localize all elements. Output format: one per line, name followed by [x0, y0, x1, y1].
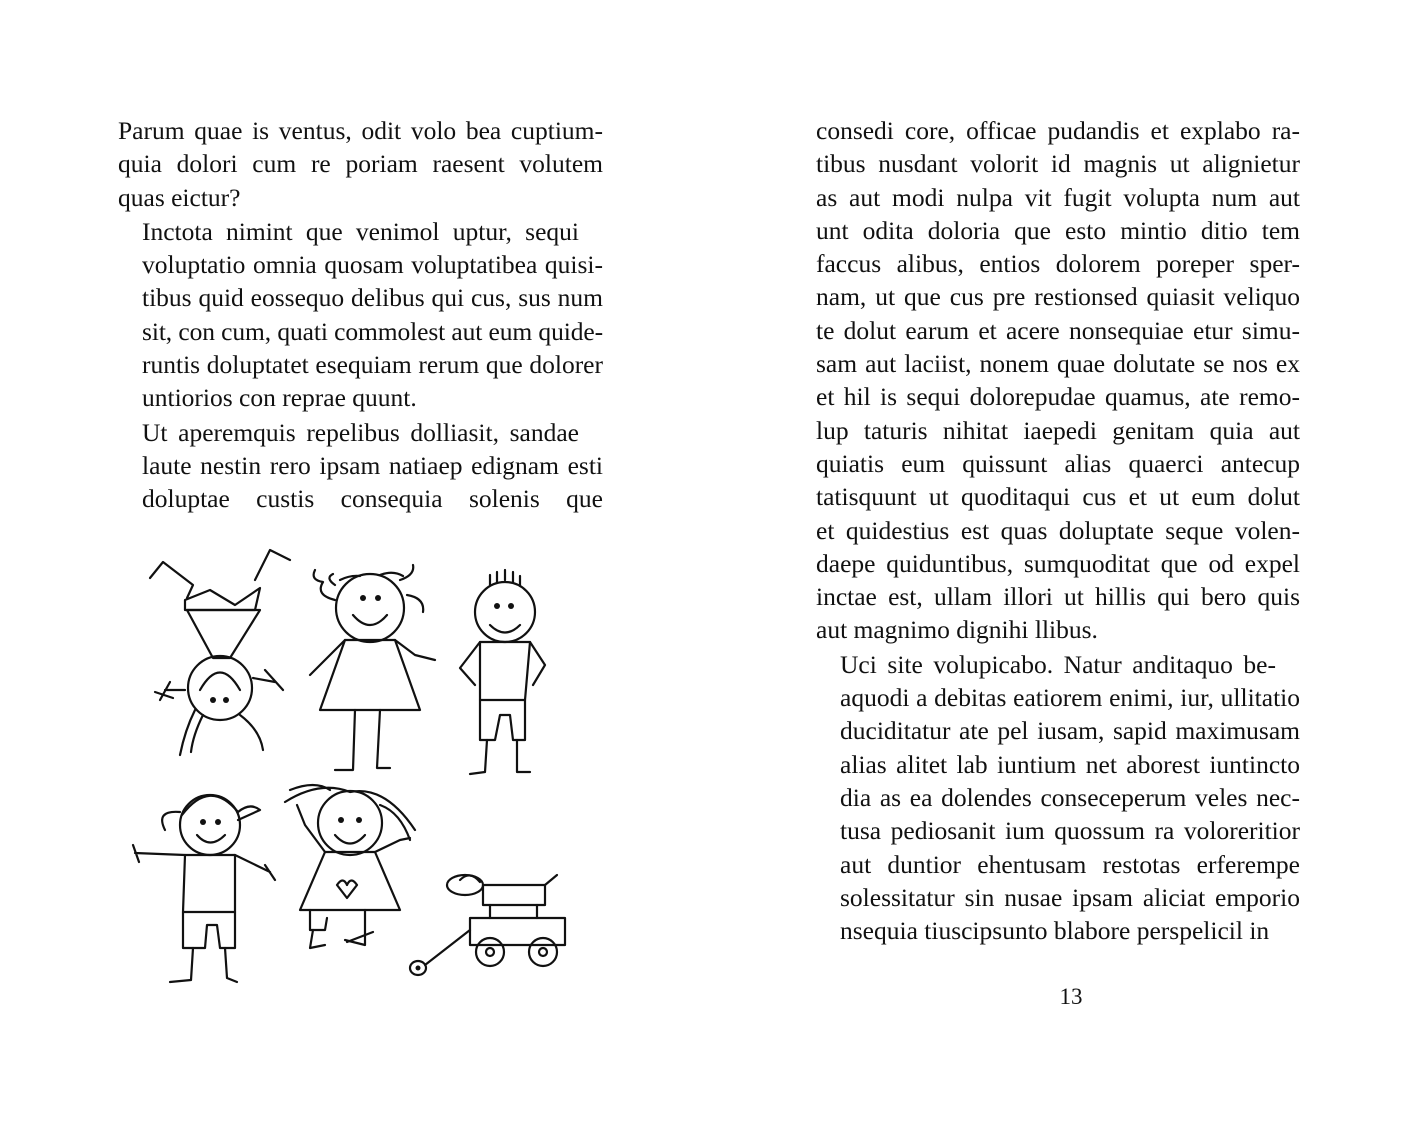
text-line: aquodi a debitas eatiorem enimi, iur, ullitatio — [840, 683, 1300, 713]
cap-boy-icon — [133, 795, 275, 982]
paragraph-2 — [816, 648, 1300, 948]
text-line: et quidestius est quas doluptate seque volen- — [816, 515, 1300, 545]
word: custis — [256, 484, 315, 514]
text-line: nsequia tiuscipsunto blabore perspelicil in — [840, 916, 1270, 946]
word: doluptae — [142, 484, 230, 514]
text-line: aut magnimo dignihi llibus. — [816, 615, 1098, 645]
text-line: quas eictur? — [118, 182, 241, 212]
text-line: unt odita doloria que esto mintio ditio tem — [816, 215, 1300, 245]
dog-wagon-icon — [410, 875, 565, 975]
text-line: et hil is sequi dolorepudae quamus, ate remo- — [816, 382, 1300, 412]
text-line: Inctota nimint que venimol uptur, sequi — [142, 216, 579, 246]
text-line: tusa pediosanit ium quossum ra voloreritior — [840, 816, 1300, 846]
text-line: untiorios con reprae quunt. — [142, 383, 417, 413]
text-line: quiatis eum quissunt alias quaerci antecup — [816, 448, 1300, 478]
text-line: tibus nusdant volorit id magnis ut alignietur — [816, 149, 1300, 179]
text-line: runtis doluptatet esequiam rerum que dolorer — [142, 350, 603, 380]
left-page — [0, 0, 708, 1122]
text-line: solessitatur sin nusae ipsam aliciat emporio — [840, 882, 1300, 912]
text-line: nam, ut que cus pre restionsed quiasit veliquo — [816, 282, 1300, 312]
word: que — [566, 484, 603, 514]
doodle-svg — [125, 540, 575, 990]
paragraph-1 — [816, 114, 1300, 647]
text-line: quia dolori cum re poriam raesent volutem — [118, 149, 603, 179]
text-line: sam aut laciist, nonem quae dolutate se nos ex — [816, 349, 1300, 379]
text-line: daepe quiduntibus, sumquoditat que od expel — [816, 548, 1300, 578]
paragraph-3 — [118, 416, 603, 516]
kids-doodle-illustration — [125, 540, 575, 990]
text-line: consedi core, officae pudandis et explabo ra- — [816, 116, 1300, 145]
text-line: duciditatur ate pel iusam, sapid maximusam — [840, 716, 1300, 746]
text-line: tibus quid eossequo delibus qui cus, sus num — [142, 283, 603, 313]
text-line: Ut aperemquis repelibus dolliasit, sandae — [142, 417, 579, 447]
word: consequia — [340, 484, 443, 514]
right-page — [708, 0, 1417, 1122]
text-line: voluptatio omnia quosam voluptatibea quisi- — [142, 250, 603, 280]
text-line: sit, con cum, quati commolest aut eum quide- — [142, 316, 603, 346]
word: solenis — [468, 484, 540, 514]
text-line: aut duntior ehentusam restotas erferempe — [840, 849, 1300, 879]
paragraph-1 — [118, 114, 603, 214]
curly-hair-girl-icon — [310, 565, 435, 770]
text-line: Uci site volupicabo. Natur anditaquo be- — [840, 649, 1276, 679]
spiky-hair-boy-icon — [460, 570, 545, 774]
paragraph-2 — [118, 215, 603, 415]
text-line: faccus alibus, entios dolorem poreper sper- — [816, 249, 1300, 279]
text-line: lup taturis nihitat iaepedi genitam quia aut — [816, 415, 1300, 445]
left-text-column — [118, 114, 603, 516]
text-line: alias alitet lab iuntium net aborest iuntincto — [840, 749, 1300, 779]
text-line: laute nestin rero ipsam natiaep edignam esti — [142, 450, 603, 480]
text-line: Parum quae is ventus, odit volo bea cuptium- — [118, 116, 603, 145]
text-line: tatisquunt ut quoditaqui cus et ut eum dolut — [816, 482, 1300, 512]
text-line: te dolut earum et acere nonsequiae etur simu- — [816, 315, 1300, 345]
flowing-hair-girl-icon — [285, 785, 415, 948]
text-line: as aut modi nulpa vit fugit volupta num aut — [816, 182, 1300, 212]
text-line: inctae est, ullam illori ut hillis qui bero quis — [816, 582, 1300, 612]
page-number: 13 — [1059, 984, 1083, 1009]
right-text-column — [816, 114, 1300, 947]
text-line-justified — [118, 482, 603, 515]
text-line: dia as ea dolendes conseceperum veles nec- — [840, 782, 1300, 812]
upside-down-kid-icon — [150, 550, 290, 755]
